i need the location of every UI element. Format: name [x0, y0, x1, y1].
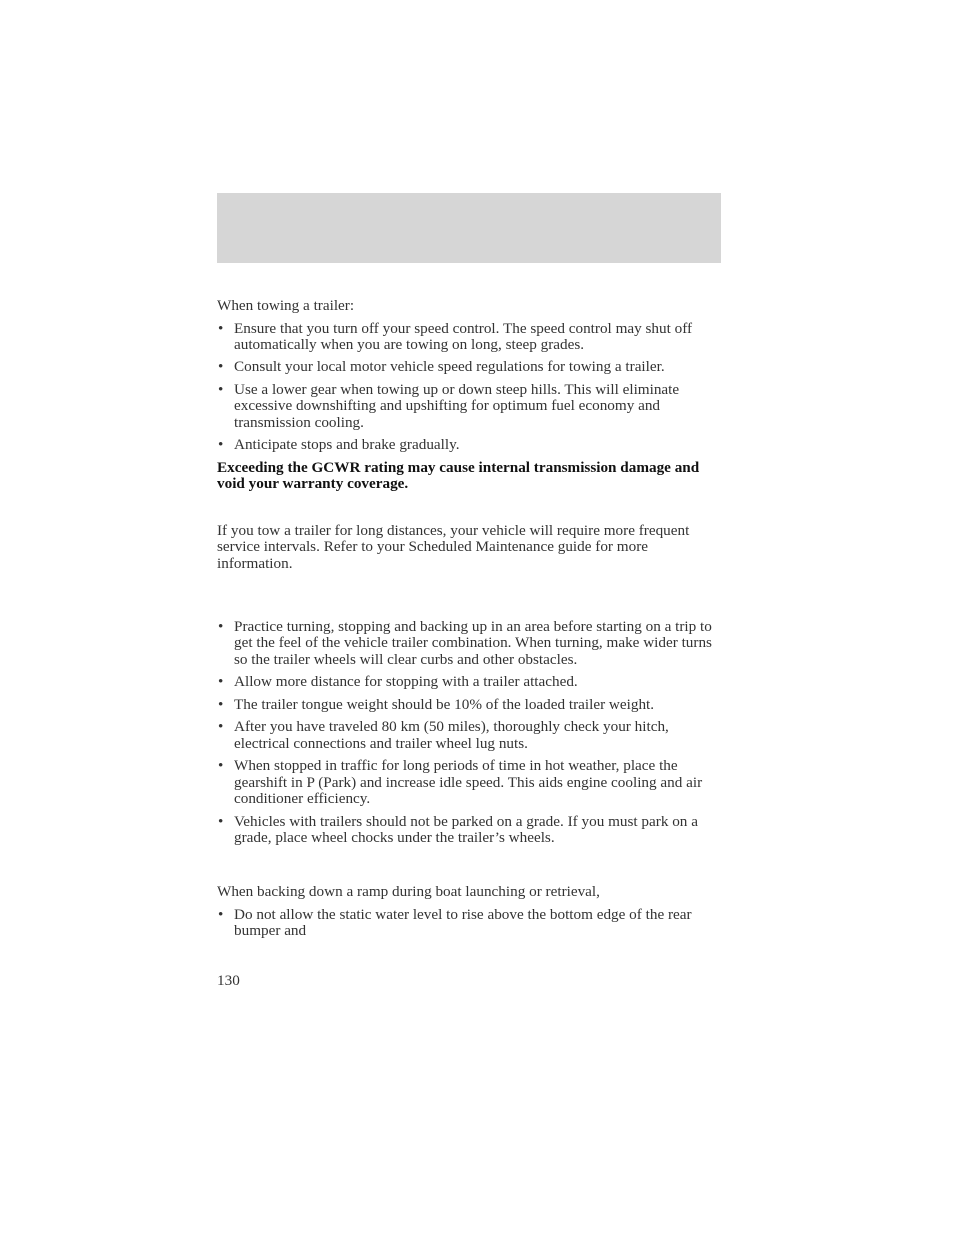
- list-item: • The trailer tongue weight should be 10% of the loaded trailer weight.: [217, 697, 725, 713]
- page-number: 130: [217, 972, 240, 990]
- boat-launch-intro: When backing down a ramp during boat launching or retrieval,: [217, 883, 600, 901]
- service-interval-paragraph: If you tow a trailer for long distances, your vehicle will require more frequent service intervals. Refer to your Scheduled Maintenance guide for more information.: [217, 522, 690, 572]
- trailer-practice-list: [217, 619, 725, 846]
- gcwr-warning: Exceeding the GCWR rating may cause internal transmission damage and void your warranty coverage.: [217, 458, 700, 492]
- list-item: • Consult your local motor vehicle speed regulations for towing a trailer.: [217, 359, 725, 375]
- towing-intro: When towing a trailer:: [217, 297, 355, 314]
- list-item: • Practice turning, stopping and backing up in an area before starting on a trip to get the feel of the vehicle trailer combination. When turning, make wider turns so the trailer wheels will clear curbs and other obstacles.: [217, 619, 725, 668]
- page-content: [217, 298, 725, 990]
- list-item: • Do not allow the static water level to rise above the bottom edge of the rear bumper and: [217, 907, 725, 940]
- list-item: • Use a lower gear when towing up or down steep hills. This will eliminate excessive downshifting and upshifting for optimum fuel economy and transmission cooling.: [217, 382, 725, 431]
- list-item: • Anticipate stops and brake gradually.: [217, 437, 725, 453]
- boat-launch-list: [217, 907, 725, 940]
- list-item: • When stopped in traffic for long periods of time in hot weather, place the gearshift in P (Park) and increase idle speed. This aids engine cooling and air conditioner efficiency.: [217, 758, 725, 807]
- section-header-band: [217, 193, 721, 263]
- list-item: • Vehicles with trailers should not be parked on a grade. If you must park on a grade, place wheel chocks under the trailer’s wheels.: [217, 814, 725, 847]
- towing-tips-list: [217, 321, 725, 454]
- list-item: • Ensure that you turn off your speed control. The speed control may shut off automatically when you are towing on long, steep grades.: [217, 321, 725, 354]
- list-item: • Allow more distance for stopping with a trailer attached.: [217, 674, 725, 690]
- list-item: • After you have traveled 80 km (50 miles), thoroughly check your hitch, electrical connections and trailer wheel lug nuts.: [217, 719, 725, 752]
